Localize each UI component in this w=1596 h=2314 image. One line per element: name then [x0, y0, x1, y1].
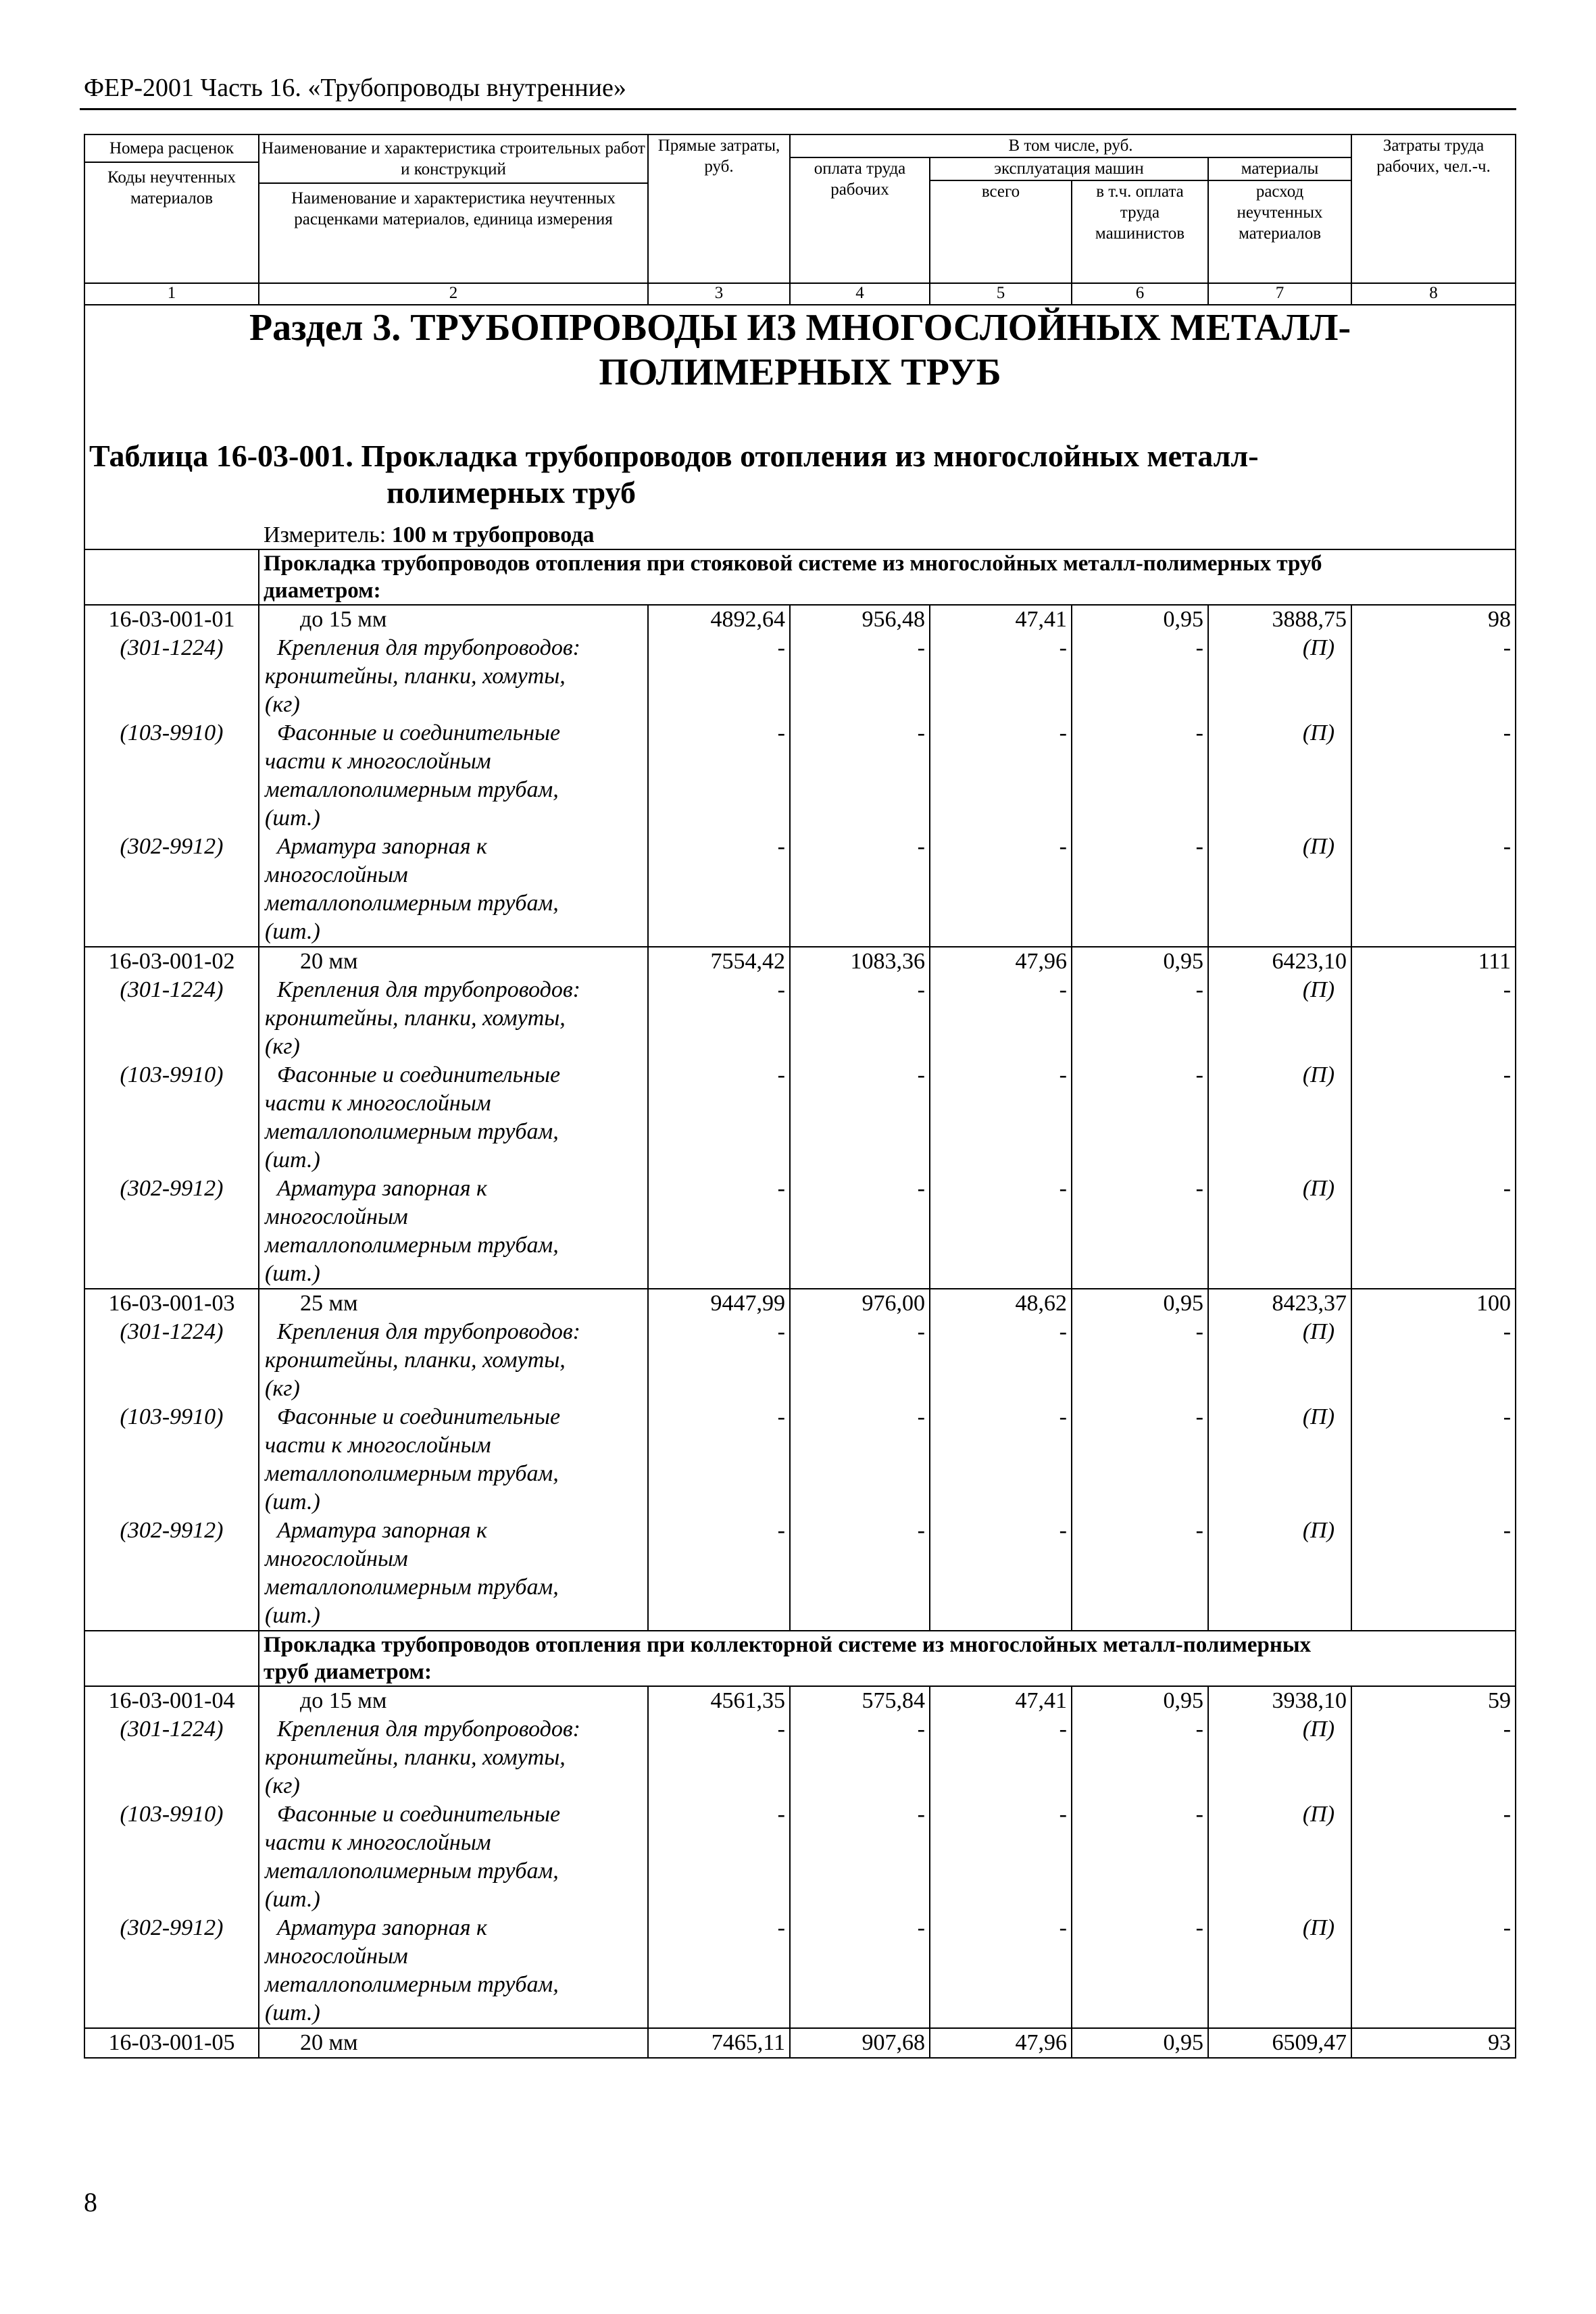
col-number: 2 [259, 283, 648, 305]
page-header: ФЕР-2001 Часть 16. «Трубопроводы внутренние» [84, 74, 626, 102]
dash: - [1351, 976, 1516, 1061]
material-name [259, 1061, 648, 1175]
dash: - [648, 1403, 790, 1517]
dash: - [648, 1800, 790, 1914]
col-number: 4 [790, 283, 930, 305]
rate-name: 20 мм [259, 947, 648, 976]
col1-header-top: Номера расценок [85, 138, 258, 163]
col-number: 3 [648, 283, 790, 305]
machinists-pay: 0,95 [1072, 1289, 1208, 1318]
col1-header [84, 134, 259, 283]
group-heading-blank [84, 549, 259, 605]
rate-code: 16-03-001-05 [84, 2028, 259, 2058]
materials-cost: 8423,37 [1208, 1289, 1351, 1318]
dash: - [1351, 1800, 1516, 1914]
dash: - [930, 976, 1072, 1061]
dash: - [648, 1061, 790, 1175]
materials-cost: 3888,75 [1208, 605, 1351, 634]
rate-code: 16-03-001-02 [84, 947, 259, 976]
material-name [259, 1318, 648, 1403]
material-name-line: (кг) [265, 1034, 300, 1059]
material-row [84, 1061, 1516, 1175]
material-name-line: металлополимерным трубам, [265, 777, 559, 802]
dash: - [1072, 1914, 1208, 2028]
machinists-pay: 0,95 [1072, 947, 1208, 976]
dash: - [1351, 1061, 1516, 1175]
material-row [84, 1517, 1516, 1631]
material-name [259, 1715, 648, 1800]
p-mark: (П) [1208, 1914, 1351, 2028]
p-mark: (П) [1208, 1318, 1351, 1403]
dash: - [1072, 833, 1208, 947]
material-name-line: части к многослойным [265, 1830, 491, 1855]
material-row [84, 976, 1516, 1061]
p-mark: (П) [1208, 1061, 1351, 1175]
materials-cost: 6423,10 [1208, 947, 1351, 976]
materials-sub-header: расход неучтенных материалов [1208, 180, 1351, 283]
material-row [84, 1318, 1516, 1403]
labor-hours: 111 [1351, 947, 1516, 976]
labor-pay-header: оплата труда рабочих [790, 157, 930, 283]
material-name-line: Фасонные и соединительные [277, 1404, 561, 1429]
table-title-line2: полимерных труб [386, 475, 636, 510]
material-name-line: части к многослойным [265, 1091, 491, 1116]
dash: - [930, 1061, 1072, 1175]
header-row-1 [84, 134, 1516, 157]
dash: - [930, 1403, 1072, 1517]
material-name-line: (шт.) [265, 806, 320, 831]
p-mark: (П) [1208, 833, 1351, 947]
dash: - [790, 1517, 930, 1631]
labor-hours: 100 [1351, 1289, 1516, 1318]
material-row [84, 719, 1516, 833]
material-code: (103-9910) [84, 1061, 259, 1175]
dash: - [1072, 1318, 1208, 1403]
material-name-line: (шт.) [265, 1603, 320, 1628]
rate-row [84, 605, 1516, 634]
material-name [259, 1517, 648, 1631]
dash: - [1351, 1715, 1516, 1800]
dash: - [930, 1800, 1072, 1914]
material-name-line: (шт.) [265, 1261, 320, 1286]
material-name [259, 976, 648, 1061]
machinists-pay: 0,95 [1072, 1686, 1208, 1715]
material-row [84, 1715, 1516, 1800]
material-name-line: части к многослойным [265, 749, 491, 774]
dash: - [790, 1403, 930, 1517]
machines-total: 47,41 [930, 605, 1072, 634]
dash: - [930, 833, 1072, 947]
dash: - [930, 1175, 1072, 1289]
p-mark: (П) [1208, 719, 1351, 833]
materials-header: материалы [1208, 157, 1351, 180]
machinists-pay: 0,95 [1072, 2028, 1208, 2058]
dash: - [790, 833, 930, 947]
material-name-line: металлополимерным трубам, [265, 1575, 559, 1600]
material-name-line: многослойным [265, 862, 408, 887]
material-name-line: (кг) [265, 1376, 300, 1401]
section-title-line1: Раздел 3. ТРУБОПРОВОДЫ ИЗ МНОГОСЛОЙНЫХ МЕТАЛЛ- [249, 307, 1351, 349]
machines-total: 47,96 [930, 2028, 1072, 2058]
rate-name: 20 мм [259, 2028, 648, 2058]
meter-value: 100 м трубопровода [391, 522, 595, 547]
direct-cost: 4561,35 [648, 1686, 790, 1715]
group-heading-line1: Прокладка трубопроводов отопления при стояковой системе из многослойных металл-полимерных труб [264, 551, 1322, 576]
machinists-pay: 0,95 [1072, 605, 1208, 634]
dash: - [1072, 1061, 1208, 1175]
material-name-line: кронштейны, планки, хомуты, [265, 1745, 566, 1770]
material-name-line: Арматура запорная к [277, 1176, 487, 1201]
dash: - [790, 634, 930, 719]
dash: - [790, 1318, 930, 1403]
section-title-row [84, 305, 1516, 549]
machines-header: эксплуатация машин [930, 157, 1208, 180]
material-code: (302-9912) [84, 1175, 259, 1289]
group-heading-row [84, 549, 1516, 605]
col3-header: Прямые затраты, руб. [648, 134, 790, 283]
meter-label: Измеритель: [264, 522, 392, 547]
material-name-line: многослойным [265, 1204, 408, 1229]
dash: - [648, 1175, 790, 1289]
header-rule [80, 108, 1516, 110]
material-name-line: кронштейны, планки, хомуты, [265, 664, 566, 689]
p-mark: (П) [1208, 1517, 1351, 1631]
labor-hours: 93 [1351, 2028, 1516, 2058]
dash: - [1351, 1914, 1516, 2028]
material-name-line: Фасонные и соединительные [277, 720, 561, 745]
p-mark: (П) [1208, 634, 1351, 719]
col2-header-top: Наименование и характеристика строительных работ и конструкций [259, 138, 647, 184]
material-code: (302-9912) [84, 1517, 259, 1631]
material-name-line: Арматура запорная к [277, 1915, 487, 1940]
material-name-line: Крепления для трубопроводов: [277, 1717, 580, 1742]
material-name-line: многослойным [265, 1546, 408, 1571]
rate-row [84, 947, 1516, 976]
rate-name: до 15 мм [259, 605, 648, 634]
material-code: (103-9910) [84, 1403, 259, 1517]
machinists-header: в т.ч. оплата труда машинистов [1072, 180, 1208, 283]
section-title-line2: ПОЛИМЕРНЫХ ТРУБ [599, 351, 1001, 393]
dash: - [1351, 1517, 1516, 1631]
material-name [259, 1403, 648, 1517]
dash: - [648, 634, 790, 719]
dash: - [648, 976, 790, 1061]
material-name-line: Арматура запорная к [277, 834, 487, 859]
direct-cost: 7554,42 [648, 947, 790, 976]
dash: - [930, 1318, 1072, 1403]
section-title [84, 305, 1516, 549]
material-code: (301-1224) [84, 1715, 259, 1800]
material-name-line: Фасонные и соединительные [277, 1062, 561, 1087]
rate-name: 25 мм [259, 1289, 648, 1318]
dash: - [790, 719, 930, 833]
dash: - [1351, 634, 1516, 719]
material-name-line: (кг) [265, 692, 300, 717]
material-code: (103-9910) [84, 1800, 259, 1914]
col-number: 8 [1351, 283, 1516, 305]
dash: - [1072, 1715, 1208, 1800]
machines-total-header: всего [930, 180, 1072, 283]
material-name [259, 833, 648, 947]
rate-code: 16-03-001-01 [84, 605, 259, 634]
material-code: (302-9912) [84, 833, 259, 947]
material-name-line: металлополимерным трубам, [265, 1119, 559, 1144]
material-row [84, 1800, 1516, 1914]
dash: - [1072, 1517, 1208, 1631]
p-mark: (П) [1208, 1175, 1351, 1289]
dash: - [930, 1914, 1072, 2028]
dash: - [790, 1061, 930, 1175]
dash: - [1351, 719, 1516, 833]
dash: - [1072, 1403, 1208, 1517]
material-name [259, 1914, 648, 2028]
col-number: 5 [930, 283, 1072, 305]
material-code: (301-1224) [84, 976, 259, 1061]
material-name-line: (шт.) [265, 1148, 320, 1173]
dash: - [1351, 1175, 1516, 1289]
material-name-line: Фасонные и соединительные [277, 1802, 561, 1827]
material-name-line: металлополимерным трубам, [265, 1858, 559, 1884]
material-name-line: металлополимерным трубам, [265, 1233, 559, 1258]
col-number: 6 [1072, 283, 1208, 305]
meter [89, 522, 1511, 549]
material-code: (302-9912) [84, 1914, 259, 2028]
material-name [259, 719, 648, 833]
material-name-line: Крепления для трубопроводов: [277, 635, 580, 660]
material-name-line: части к многослойным [265, 1433, 491, 1458]
dash: - [790, 1914, 930, 2028]
col2-header-bottom: Наименование и характеристика неучтенных расценками материалов, единица измерения [291, 189, 616, 228]
materials-cost: 6509,47 [1208, 2028, 1351, 2058]
material-name-line: кронштейны, планки, хомуты, [265, 1348, 566, 1373]
dash: - [1072, 1800, 1208, 1914]
labor-hours: 59 [1351, 1686, 1516, 1715]
p-mark: (П) [1208, 976, 1351, 1061]
machines-total: 48,62 [930, 1289, 1072, 1318]
p-mark: (П) [1208, 1715, 1351, 1800]
in-total-header: В том числе, руб. [790, 134, 1351, 157]
dash: - [1072, 719, 1208, 833]
labor-pay: 956,48 [790, 605, 930, 634]
dash: - [1351, 1403, 1516, 1517]
material-name-line: кронштейны, планки, хомуты, [265, 1006, 566, 1031]
dash: - [648, 1715, 790, 1800]
rate-row [84, 1686, 1516, 1715]
column-numbers-row [84, 283, 1516, 305]
material-code: (103-9910) [84, 719, 259, 833]
material-row [84, 1914, 1516, 2028]
material-row [84, 833, 1516, 947]
dash: - [1351, 1318, 1516, 1403]
group-heading-row [84, 1631, 1516, 1686]
material-code: (301-1224) [84, 634, 259, 719]
table-title [89, 438, 1511, 511]
labor-pay: 976,00 [790, 1289, 930, 1318]
dash: - [790, 1175, 930, 1289]
rate-code: 16-03-001-04 [84, 1686, 259, 1715]
dash: - [648, 1318, 790, 1403]
material-name-line: металлополимерным трубам, [265, 891, 559, 916]
rate-row [84, 1289, 1516, 1318]
labor-hours: 98 [1351, 605, 1516, 634]
dash: - [790, 1800, 930, 1914]
dash: - [790, 976, 930, 1061]
material-name-line: Крепления для трубопроводов: [277, 1319, 580, 1344]
rate-row [84, 2028, 1516, 2058]
dash: - [648, 1517, 790, 1631]
material-name-line: металлополимерным трубам, [265, 1972, 559, 1997]
material-name-line: (шт.) [265, 919, 320, 944]
p-mark: (П) [1208, 1800, 1351, 1914]
dash: - [930, 719, 1072, 833]
dash: - [930, 634, 1072, 719]
material-name-line: (шт.) [265, 2000, 320, 2025]
group-heading-line1: Прокладка трубопроводов отопления при коллекторной системе из многослойных металл-полимерных [264, 1633, 1312, 1657]
group-heading-line2: диаметром: [264, 578, 381, 603]
dash: - [930, 1517, 1072, 1631]
dash: - [648, 833, 790, 947]
rate-code: 16-03-001-03 [84, 1289, 259, 1318]
material-row [84, 1403, 1516, 1517]
material-name-line: многослойным [265, 1944, 408, 1969]
material-name-line: Крепления для трубопроводов: [277, 977, 580, 1002]
labor-pay: 907,68 [790, 2028, 930, 2058]
dash: - [790, 1715, 930, 1800]
direct-cost: 4892,64 [648, 605, 790, 634]
col-number: 1 [84, 283, 259, 305]
materials-cost: 3938,10 [1208, 1686, 1351, 1715]
dash: - [1351, 833, 1516, 947]
rate-name: до 15 мм [259, 1686, 648, 1715]
material-name [259, 1175, 648, 1289]
material-name-line: (шт.) [265, 1490, 320, 1515]
material-name [259, 1800, 648, 1914]
col-number: 7 [1208, 283, 1351, 305]
group-heading-line2: труб диаметром: [264, 1660, 432, 1684]
p-mark: (П) [1208, 1403, 1351, 1517]
rates-table [84, 134, 1516, 2059]
labor-pay: 575,84 [790, 1686, 930, 1715]
col8-header: Затраты труда рабочих, чел.-ч. [1351, 134, 1516, 283]
material-name-line: металлополимерным трубам, [265, 1461, 559, 1486]
material-code: (301-1224) [84, 1318, 259, 1403]
dash: - [648, 719, 790, 833]
material-name [259, 634, 648, 719]
page-number: 8 [84, 2187, 97, 2217]
material-row [84, 1175, 1516, 1289]
material-name-line: Арматура запорная к [277, 1518, 487, 1543]
machines-total: 47,96 [930, 947, 1072, 976]
dash: - [1072, 976, 1208, 1061]
col1-header-bottom: Коды неучтенных материалов [107, 168, 236, 207]
direct-cost: 9447,99 [648, 1289, 790, 1318]
col2-header [259, 134, 648, 283]
machines-total: 47,41 [930, 1686, 1072, 1715]
material-row [84, 634, 1516, 719]
dash: - [648, 1914, 790, 2028]
material-name-line: (кг) [265, 1773, 300, 1798]
group-heading-blank [84, 1631, 259, 1686]
table-title-line1: Таблица 16-03-001. Прокладка трубопроводов отопления из многослойных металл- [89, 439, 1259, 473]
dash: - [930, 1715, 1072, 1800]
group-heading [259, 549, 1516, 605]
direct-cost: 7465,11 [648, 2028, 790, 2058]
labor-pay: 1083,36 [790, 947, 930, 976]
material-name-line: (шт.) [265, 1887, 320, 1912]
group-heading [259, 1631, 1516, 1686]
dash: - [1072, 1175, 1208, 1289]
dash: - [1072, 634, 1208, 719]
